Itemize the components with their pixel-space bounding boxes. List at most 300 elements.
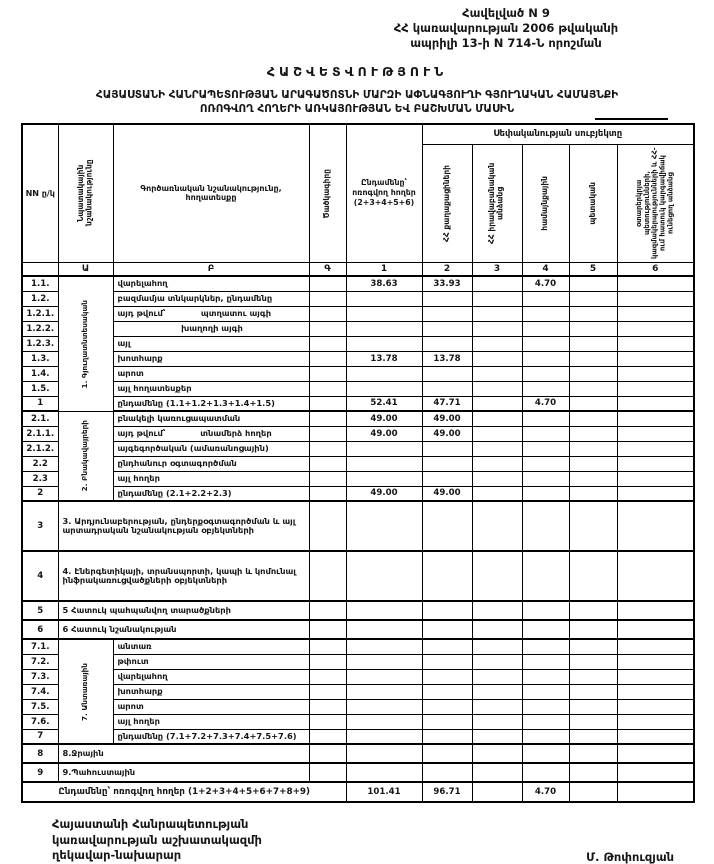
value-cell-state [569,411,617,426]
value-cell-citizens: 96.71 [422,782,472,802]
value-cell-community [522,486,569,501]
land-type-cell: այգեգործական (ամառանոցային) [113,441,309,456]
value-cell-community [522,763,569,782]
split-label [118,429,307,439]
value-cell-foreign [617,291,694,306]
row-number-cell: 6 [22,620,58,639]
code-cell [309,654,346,669]
value-cell-citizens [422,441,472,456]
grand-total-label: Ընդամենը՝ ոռոգվող հողեր (1+2+3+4+5+6+7+8+9) [22,782,346,802]
value-cell-total: 49.00 [346,411,422,426]
vertical-label: Նպատակային նշանակությունը [75,160,94,227]
vertical-label: համայնքային [540,175,550,231]
vertical-label: պետական [587,181,597,225]
value-cell-foreign [617,744,694,763]
value-cell-state [569,601,617,620]
value-cell-total [346,336,422,351]
code-cell [309,551,346,601]
row-number-cell: 3 [22,501,58,551]
value-cell-foreign [617,763,694,782]
vertical-label: ՀՀ իրավաբանական անձանց [487,162,505,244]
value-cell-community [522,669,569,684]
table-row [22,396,694,411]
value-cell-state [569,714,617,729]
value-cell-legal [472,426,522,441]
row-number-cell: 1.3. [22,351,58,366]
code-cell [309,411,346,426]
page-title: ՀԱՇՎԵՏՎՈՒԹՅՈՒՆ [266,63,448,79]
value-cell-legal [472,782,522,802]
table-row [22,486,694,501]
value-cell-community: 4.70 [522,396,569,411]
code-cell [309,276,346,291]
land-type-cell: այլ հողեր [113,471,309,486]
value-cell-legal [472,684,522,699]
value-cell-community [522,551,569,601]
table-header [22,124,694,276]
letter-cell: 2 [422,262,472,276]
signatory-line: կառավարության աշխատակազմի [52,832,262,847]
value-cell-total [346,763,422,782]
value-cell-total [346,551,422,601]
row-number-cell: 7.4. [22,684,58,699]
signatory-position [52,817,262,864]
value-cell-total: 52.41 [346,396,422,411]
value-cell-legal [472,714,522,729]
code-cell [309,291,346,306]
letter-cell: 6 [617,262,694,276]
value-cell-state [569,381,617,396]
code-cell [309,714,346,729]
value-cell-foreign [617,654,694,669]
code-cell [309,729,346,744]
code-cell [309,620,346,639]
value-cell-foreign [617,336,694,351]
value-cell-state [569,426,617,441]
value-cell-state [569,306,617,321]
value-cell-total [346,684,422,699]
col-header-code [309,124,346,262]
value-cell-community [522,714,569,729]
value-cell-community [522,639,569,654]
code-cell [309,699,346,714]
section-group-cell [58,639,113,744]
appendix-block [306,6,706,51]
value-cell-total [346,744,422,763]
row-number-cell: 2.1.1. [22,426,58,441]
letter-cell: Ա [58,262,113,276]
value-cell-legal [472,381,522,396]
value-cell-community: 4.70 [522,782,569,802]
value-cell-community [522,744,569,763]
value-cell-citizens: 33.93 [422,276,472,291]
land-type-cell: արոտ [113,366,309,381]
value-cell-state [569,744,617,763]
value-cell-total [346,366,422,381]
col-header-owner-2 [422,144,472,262]
row-number-cell: 7.1. [22,639,58,654]
code-cell [309,763,346,782]
row-number-cell: 1.2. [22,291,58,306]
value-cell-community [522,321,569,336]
table-row [22,426,694,441]
value-cell-foreign [617,396,694,411]
value-cell-citizens [422,654,472,669]
value-cell-total: 49.00 [346,426,422,441]
col-header-ownership: Սեփականության սուբյեկտը [422,124,694,144]
value-cell-state [569,456,617,471]
value-cell-total [346,669,422,684]
value-cell-total [346,729,422,744]
table-row [22,699,694,714]
land-type-cell: թփուտ [113,654,309,669]
vertical-label: Ծածկագիրը [322,168,332,219]
row-number-cell: 9 [22,763,58,782]
land-type-cell [113,321,309,336]
value-cell-state [569,669,617,684]
value-cell-community [522,456,569,471]
value-cell-community [522,699,569,714]
letter-cell [22,262,58,276]
table-row [22,601,694,620]
code-cell [309,321,346,336]
value-cell-state [569,441,617,456]
letter-cell: 4 [522,262,569,276]
row-number-cell: 1.1. [22,276,58,291]
land-category-cell: 3. Արդյունաբերության, ընդերքօգտագործման և այլ արտադրական նշանակության օբյեկտների [58,501,309,551]
land-category-cell: 5 Հատուկ պահպանվող տարածքների [58,601,309,620]
value-cell-total [346,321,422,336]
value-cell-citizens [422,699,472,714]
table-row [22,276,694,291]
signatory-name: Մ. Թոփուզյան [586,849,674,864]
signatory-line: ղեկավար-նախարար [52,848,182,863]
subtitle-line: ՀԱՅԱՍՏԱՆԻ ՀԱՆՐԱՊԵՏՈՒԹՅԱՆ ԱՐԱԳԱԾՈՏՆԻ ՄԱՐԶԻ ԱՓՆԱԳՅՈՒՂԻ ԳՅՈՒՂԱԿԱՆ ՀԱՄԱՅՆՔԻ [95,88,619,101]
value-cell-community [522,291,569,306]
value-cell-citizens [422,744,472,763]
code-cell [309,306,346,321]
land-type-cell: այլ հողատեսքեր [113,381,309,396]
row-number-cell: 1.5. [22,381,58,396]
row-number-cell: 1.4. [22,366,58,381]
value-cell-total [346,456,422,471]
value-cell-foreign [617,729,694,744]
value-cell-state [569,699,617,714]
value-cell-citizens: 49.00 [422,486,472,501]
value-cell-foreign [617,426,694,441]
value-cell-citizens [422,620,472,639]
value-cell-community [522,601,569,620]
value-cell-community [522,306,569,321]
col-header-functional: Գործառնական նշանակությունը, հողատեսքը [113,124,309,262]
code-cell [309,744,346,763]
code-cell [309,486,346,501]
table-row [22,729,694,744]
table-row [22,366,694,381]
value-cell-foreign [617,601,694,620]
value-cell-total [346,654,422,669]
value-cell-foreign [617,551,694,601]
split-label [118,309,307,319]
land-category-cell: 8.Ջրային [58,744,309,763]
value-cell-legal [472,669,522,684]
value-cell-legal [472,620,522,639]
table-row [22,654,694,669]
value-cell-state [569,763,617,782]
value-cell-state [569,336,617,351]
value-cell-citizens: 49.00 [422,411,472,426]
code-cell [309,639,346,654]
table-row [22,291,694,306]
land-type-cell: այլ հողեր [113,714,309,729]
table-row [22,782,694,802]
land-type-cell: բնակելի կառուցապատման [113,411,309,426]
value-cell-foreign [617,441,694,456]
vertical-label: 2. Բնակավայրերի [80,420,90,492]
value-cell-foreign [617,669,694,684]
row-number-cell: 2.3 [22,471,58,486]
split-label [118,324,307,334]
value-cell-legal [472,639,522,654]
value-cell-community [522,336,569,351]
table-row [22,321,694,336]
code-cell [309,601,346,620]
value-cell-state [569,471,617,486]
value-cell-foreign [617,699,694,714]
land-type-cell: արոտ [113,699,309,714]
value-cell-legal [472,366,522,381]
value-cell-citizens [422,601,472,620]
section-group-cell [58,276,113,411]
appendix-line: ապրիլի 13-ի N 714-Ն որոշման [410,35,602,50]
value-cell-community [522,471,569,486]
value-cell-legal [472,276,522,291]
row-number-cell: 4 [22,551,58,601]
land-type-cell: ընդամենը (1.1+1.2+1.3+1.4+1.5) [113,396,309,411]
land-type-cell: վարելահող [113,669,309,684]
code-cell [309,381,346,396]
table-row [22,411,694,426]
signatory-line: Հայաստանի Հանրապետության [52,817,249,832]
header-row-top [22,124,694,144]
land-category-cell: 6 Հատուկ նշանակության [58,620,309,639]
value-cell-citizens [422,336,472,351]
row-number-cell: 1.2.1. [22,306,58,321]
vertical-label: ՀՀ քաղաքացիների [441,164,451,242]
value-cell-legal [472,744,522,763]
col-header-total: Ընդամենը՝ ոռոգվող հողեր (2+3+4+5+6) [346,124,422,262]
land-type-cell: անտառ [113,639,309,654]
value-cell-total: 38.63 [346,276,422,291]
value-cell-foreign [617,620,694,639]
land-type-cell: այլ [113,336,309,351]
table-row [22,551,694,601]
land-type-cell: ընդամենը (7.1+7.2+7.3+7.4+7.5+7.6) [113,729,309,744]
value-cell-legal [472,456,522,471]
value-cell-legal [472,441,522,456]
table-row [22,336,694,351]
land-category-cell: 4. Էներգետիկայի, տրանսպորտի, կապի և կոմունալ ինֆրակառուցվածքների օբյեկտների [58,551,309,601]
value-cell-state [569,486,617,501]
value-cell-community [522,381,569,396]
value-cell-state [569,396,617,411]
value-cell-citizens [422,714,472,729]
value-cell-foreign [617,486,694,501]
row-number-cell: 7.3. [22,669,58,684]
value-cell-citizens [422,729,472,744]
col-header-nn: NN ը/կ [22,124,58,262]
table-body [22,276,694,802]
value-cell-citizens: 49.00 [422,426,472,441]
table-row [22,441,694,456]
value-cell-citizens [422,306,472,321]
table-row [22,456,694,471]
table-row [22,620,694,639]
value-cell-state [569,501,617,551]
value-cell-community: 4.70 [522,276,569,291]
value-cell-foreign [617,366,694,381]
letter-cell: Բ [113,262,309,276]
table-row [22,714,694,729]
value-cell-community [522,366,569,381]
row-number-cell: 2.1.2. [22,441,58,456]
value-cell-state [569,782,617,802]
code-cell [309,336,346,351]
value-cell-foreign [617,639,694,654]
value-cell-state [569,620,617,639]
value-cell-total [346,639,422,654]
value-cell-total [346,601,422,620]
row-number-cell: 8 [22,744,58,763]
col-header-owner-4 [522,144,569,262]
value-cell-community [522,501,569,551]
value-cell-total: 49.00 [346,486,422,501]
value-cell-citizens: 47.71 [422,396,472,411]
signature-block [52,817,674,864]
value-cell-state [569,551,617,601]
table-row [22,744,694,763]
value-cell-legal [472,291,522,306]
table-row [22,351,694,366]
value-cell-foreign [617,782,694,802]
value-cell-citizens [422,639,472,654]
value-cell-foreign [617,684,694,699]
label-value: պտղատու այգի [200,307,272,318]
value-cell-legal [472,321,522,336]
value-cell-legal [472,471,522,486]
table-row [22,669,694,684]
header-row-letters [22,262,694,276]
value-cell-citizens [422,291,472,306]
page-subtitle [0,88,714,116]
row-number-cell: 7.2. [22,654,58,669]
row-number-cell: 1 [22,396,58,411]
value-cell-legal [472,729,522,744]
land-category-cell: 9.Պահուստային [58,763,309,782]
code-cell [309,396,346,411]
col-header-owner-5 [569,144,617,262]
value-cell-citizens [422,321,472,336]
value-cell-community [522,441,569,456]
letter-cell: 1 [346,262,422,276]
col-header-purpose [58,124,113,262]
value-cell-foreign [617,321,694,336]
label-value: տնամերձ հողեր [200,427,272,438]
row-number-cell: 1.2.2. [22,321,58,336]
value-cell-legal [472,763,522,782]
report-table [21,123,695,803]
value-cell-community [522,620,569,639]
value-cell-state [569,729,617,744]
value-cell-total [346,501,422,551]
letter-cell: Գ [309,262,346,276]
land-type-cell: վարելահող [113,276,309,291]
value-cell-foreign [617,276,694,291]
code-cell [309,351,346,366]
value-cell-total [346,291,422,306]
col-header-owner-3 [472,144,522,262]
vertical-label: օտարերկրյա պետությունների, կազմակերպությունների և ՀՀ-ում հատուկ կարգավիճակ ունեցող անձանց [634,147,674,259]
value-cell-state [569,639,617,654]
value-cell-state [569,684,617,699]
row-number-cell: 7 [22,729,58,744]
value-cell-legal [472,351,522,366]
value-cell-total [346,620,422,639]
letter-cell: 3 [472,262,522,276]
value-cell-legal [472,654,522,669]
value-cell-legal [472,306,522,321]
section-group-cell [58,411,113,501]
value-cell-legal [472,699,522,714]
table-row [22,306,694,321]
value-cell-legal [472,486,522,501]
value-cell-legal [472,601,522,620]
value-cell-state [569,321,617,336]
value-cell-community [522,426,569,441]
land-type-cell: խոտհարք [113,684,309,699]
value-cell-foreign [617,714,694,729]
value-cell-total: 101.41 [346,782,422,802]
land-type-cell [113,306,309,321]
table-row [22,684,694,699]
table-row [22,471,694,486]
value-cell-legal [472,501,522,551]
value-cell-total [346,714,422,729]
value-cell-total [346,306,422,321]
row-number-cell: 2.2 [22,456,58,471]
value-cell-foreign [617,351,694,366]
table-row [22,381,694,396]
value-cell-legal [472,336,522,351]
code-cell [309,426,346,441]
value-cell-total [346,441,422,456]
value-cell-citizens [422,669,472,684]
value-cell-state [569,654,617,669]
appendix-line: ՀՀ կառավարության 2006 թվականի [393,20,619,35]
value-cell-citizens [422,456,472,471]
land-type-cell: խոտհարք [113,351,309,366]
code-cell [309,501,346,551]
row-number-cell: 2 [22,486,58,501]
letter-cell: 5 [569,262,617,276]
land-type-cell: ընդհանուր օգտագործման [113,456,309,471]
code-cell [309,684,346,699]
value-cell-community [522,411,569,426]
value-cell-citizens [422,763,472,782]
land-type-cell: ընդամենը (2.1+2.2+2.3) [113,486,309,501]
value-cell-citizens [422,366,472,381]
decorative-rule [595,118,668,120]
